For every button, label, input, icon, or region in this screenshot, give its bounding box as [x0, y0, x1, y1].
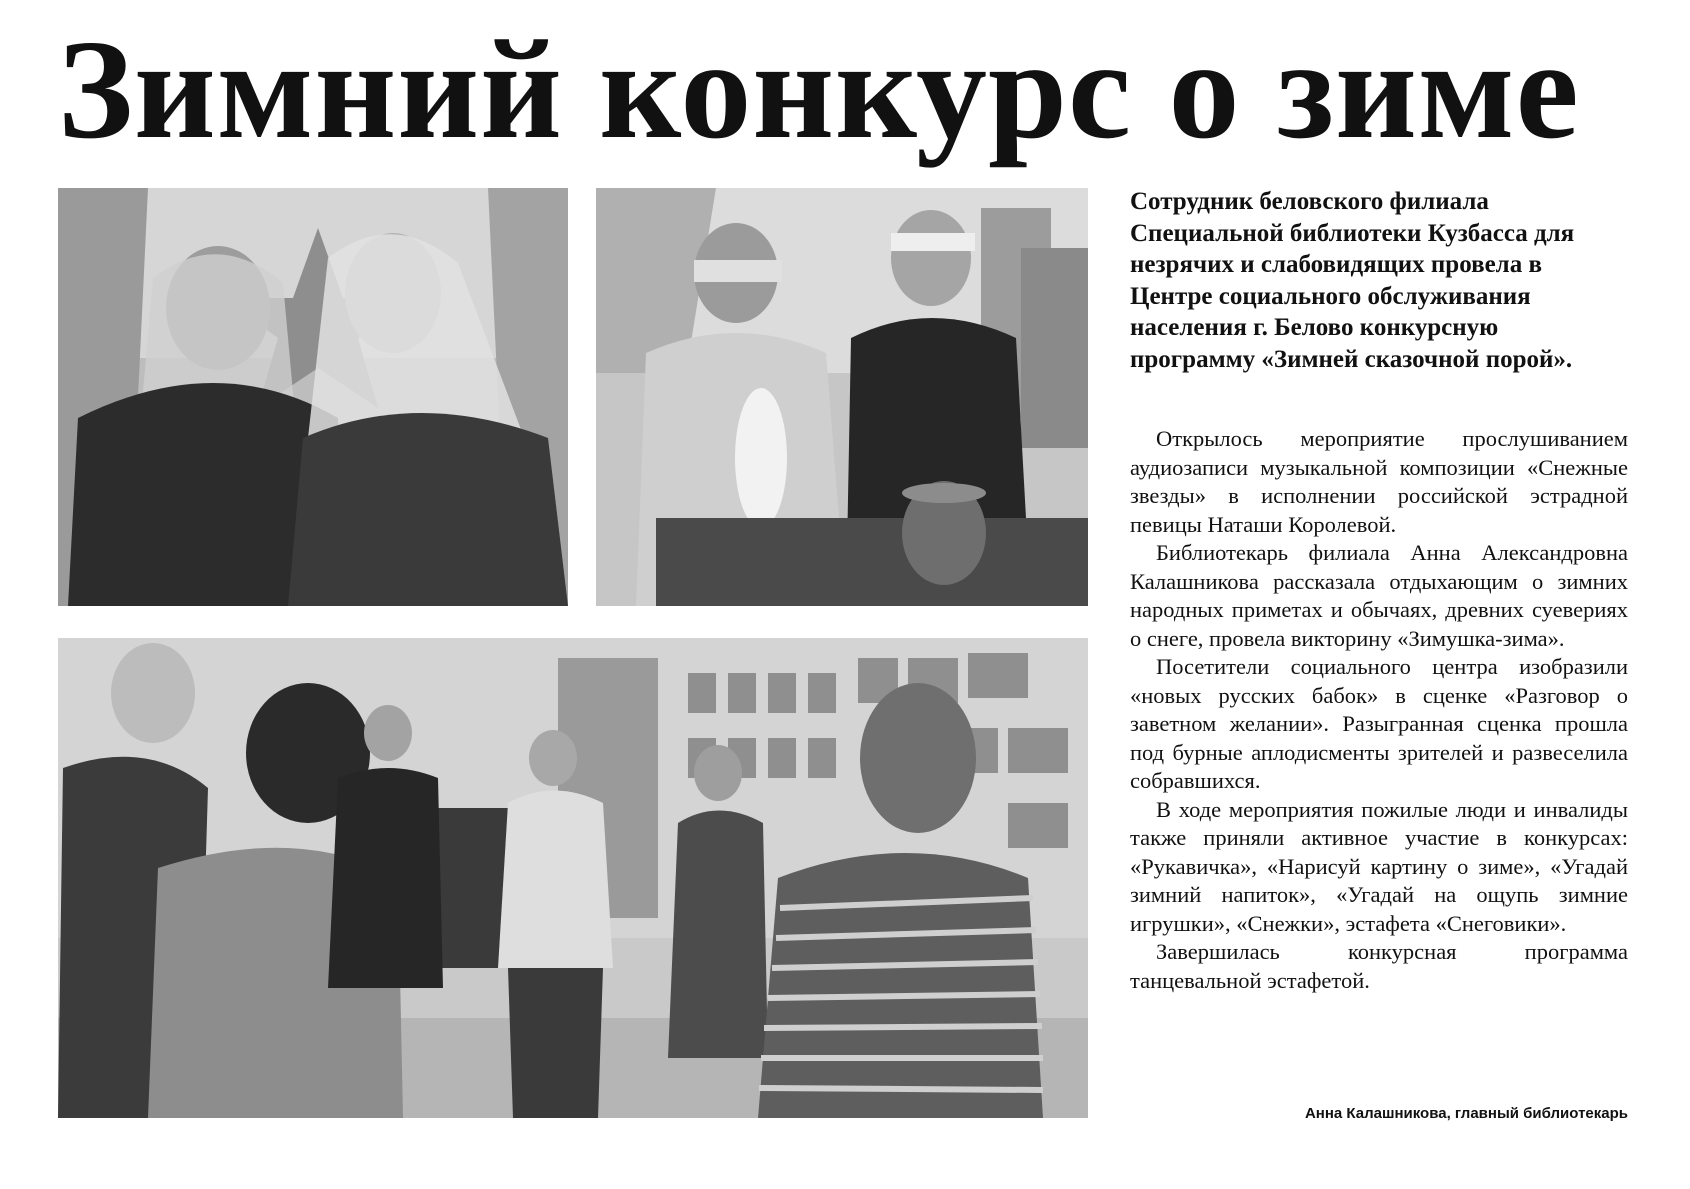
article-headline: Зимний конкурс о зиме: [58, 10, 1580, 168]
article-paragraph: Открылось мероприятие прослушиванием аудиозаписи музыкальной композиции «Снежные звезды» в исполнении российской эстрадной певицы Наташи Королевой.: [1130, 426, 1628, 537]
article-lead: Сотрудник беловского филиала Специальной библиотеки Кузбасса для незрячих и слабовидящих провела в Центре социального обслуживания населения г. Белово конкурсную программу «Зимней сказочной порой».: [1130, 188, 1575, 373]
article-byline: Анна Калашникова, главный библиотекарь: [1304, 1105, 1628, 1122]
photo-blindfolded-game: [596, 188, 1088, 606]
article-body: [1130, 425, 1628, 995]
article-paragraph: Библиотекарь филиала Анна Александровна Калашникова рассказала отдыхающим о зимних народных приметах и обычаях, древних суевериях о снеге, провела викторину «Зимушка-зима».: [1130, 540, 1628, 651]
photo-women-in-headscarves: [58, 188, 568, 606]
article-paragraph: Посетители социального центра изобразили «новых русских бабок» в сценке «Разговор о заветном желании». Разыгранная сценка прошла под бурные аплодисменты зрителей и развеселила собравшихся.: [1130, 654, 1628, 793]
photo-group-circle-image: [58, 638, 1088, 1118]
photo-group-circle: [58, 638, 1088, 1118]
article-paragraph: Завершилась конкурсная программа танцевальной эстафетой.: [1130, 939, 1628, 993]
photo-blindfolded-game-image: [596, 188, 1088, 606]
photo-women-in-headscarves-image: [58, 188, 568, 606]
article-paragraph: В ходе мероприятия пожилые люди и инвалиды также приняли активное участие в конкурсах: «Рукавичка», «Нарисуй картину о зиме», «Угадай зимний напиток», «Угадай на ощупь зимние игрушки», «Снежки», эстафета «Снеговики».: [1130, 796, 1628, 936]
